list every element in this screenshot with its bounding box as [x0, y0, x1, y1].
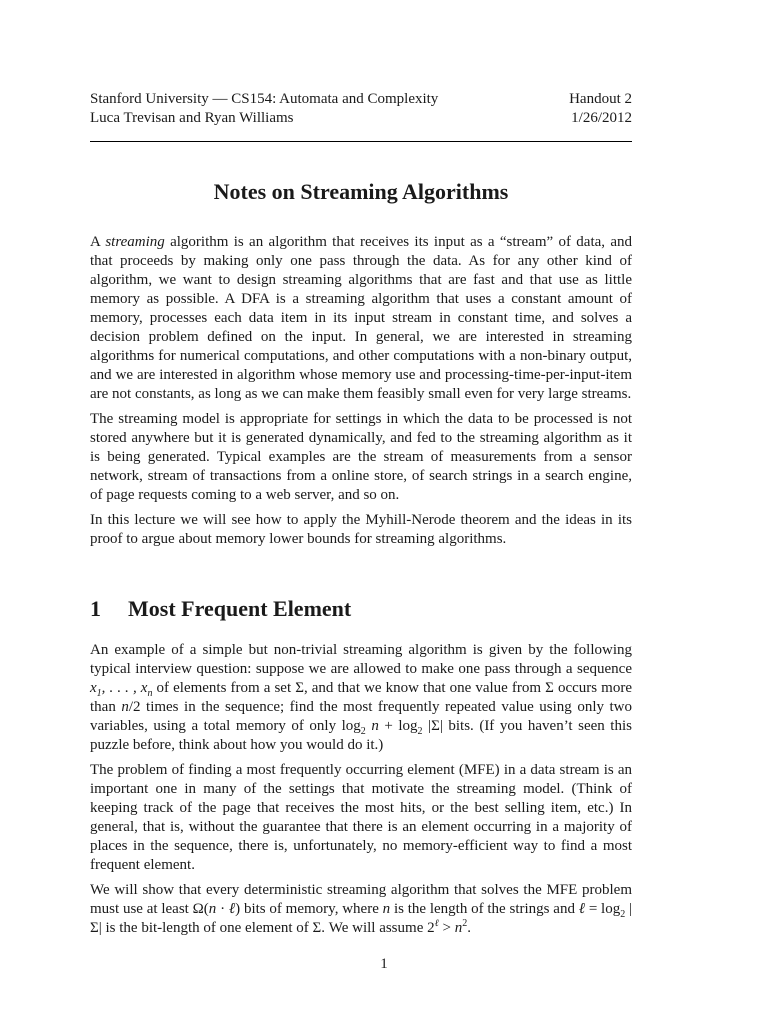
section-1-paragraph-3: We will show that every deterministic streaming algorithm that solves the MFE problem must use at least Ω(n · ℓ) bits of memory, where n is the length of the strings and ℓ = $\log_2 |\Sigma|$ is the bit-length of one element of Σ. We will assume $2^\ell > n^2$.: [90, 882, 633, 936]
math-sequence: $x_1$, . . . , $x_n$: [90, 680, 153, 699]
intro-section: [90, 233, 632, 555]
handout-label: Handout 2: [569, 91, 632, 107]
section-number: 1: [90, 596, 101, 621]
intro-paragraph-3: In this lecture we will see how to apply the Myhill-Nerode theorem and the ideas in its proof to argue about memory lower bounds for streaming algorithms.: [90, 512, 632, 547]
course-line: Stanford University — CS154: Automata and Complexity: [90, 91, 439, 107]
emphasis-streaming: streaming: [105, 234, 165, 250]
section-title: Most Frequent Element: [128, 596, 352, 621]
authors-line: Luca Trevisan and Ryan Williams: [90, 110, 294, 126]
section-1-paragraph-2: The problem of finding a most frequently occurring element (MFE) in a data stream is an important one in many of the settings that motivate the streaming model. (Think of keeping track of the page that receives the most hits, or the best selling item, etc.) In general, that is, without the guarantee that there is an element occurring in a majority of places in the sequence, there is, unfortunately, no memory-efficient way to find a most frequent element.: [90, 762, 632, 873]
date-label: 1/26/2012: [571, 110, 632, 126]
math-omega-bound: Ω(n · ℓ): [192, 901, 241, 917]
header-rule: [90, 141, 632, 142]
document-title: Notes on Streaming Algorithms: [213, 179, 509, 204]
page-number: 1: [380, 956, 388, 972]
math-memory-bound: $\log_2 n + \log_2 |\Sigma|$: [341, 718, 443, 737]
section-1-body: [90, 641, 632, 944]
math-ell-def: ℓ = $\log_2 |\Sigma|$: [90, 901, 633, 936]
math-n: n: [382, 901, 391, 917]
section-heading: [90, 595, 632, 623]
document-header: [90, 90, 632, 128]
section-1-paragraph-1: An example of a simple but non-trivial streaming algorithm is given by the following typical interview question: suppose we are allowed to make one pass through a sequence $x_1$, . . . , $x_n$ of elements from a set Σ, and that we know that one value from Σ occurs more than n/2 times in the sequence; find the most frequently repeated value using only two variables, using a total memory of only $\log_2 n + \log_2 |\Sigma|$ bits. (If you haven’t seen this puzzle before, think about how you would do it.): [90, 642, 632, 753]
math-n-over-2: n: [121, 699, 129, 715]
math-assumption: $2^\ell > n^2$.: [427, 918, 471, 936]
intro-paragraph-2: The streaming model is appropriate for settings in which the data to be processed is not stored anywhere but it is generated dynamically, and fed to the streaming algorithm as it is being generated. Typical examples are the stream of measurements from a sensor network, stream of transactions from a online store, of search strings in a search engine, of page requests coming to a web server, and so on.: [90, 411, 632, 503]
intro-paragraph-1: A streaming algorithm is an algorithm that receives its input as a “stream” of data, and that proceeds by making only one pass through the data. As for any other kind of algorithm, we want to design streaming algorithms that are fast and that use as little memory as possible. A DFA is a streaming algorithm that uses a constant amount of memory, processes each data item in its input stream in constant time, and solves a decision problem defined on the input. In general, we are interested in streaming algorithms for numerical computations, and other computations with a non-binary output, and we are interested in algorithm whose memory use and processing-time-per-input-item are not constants, as long as we can make them feasibly small even for very large streams.: [90, 234, 632, 402]
